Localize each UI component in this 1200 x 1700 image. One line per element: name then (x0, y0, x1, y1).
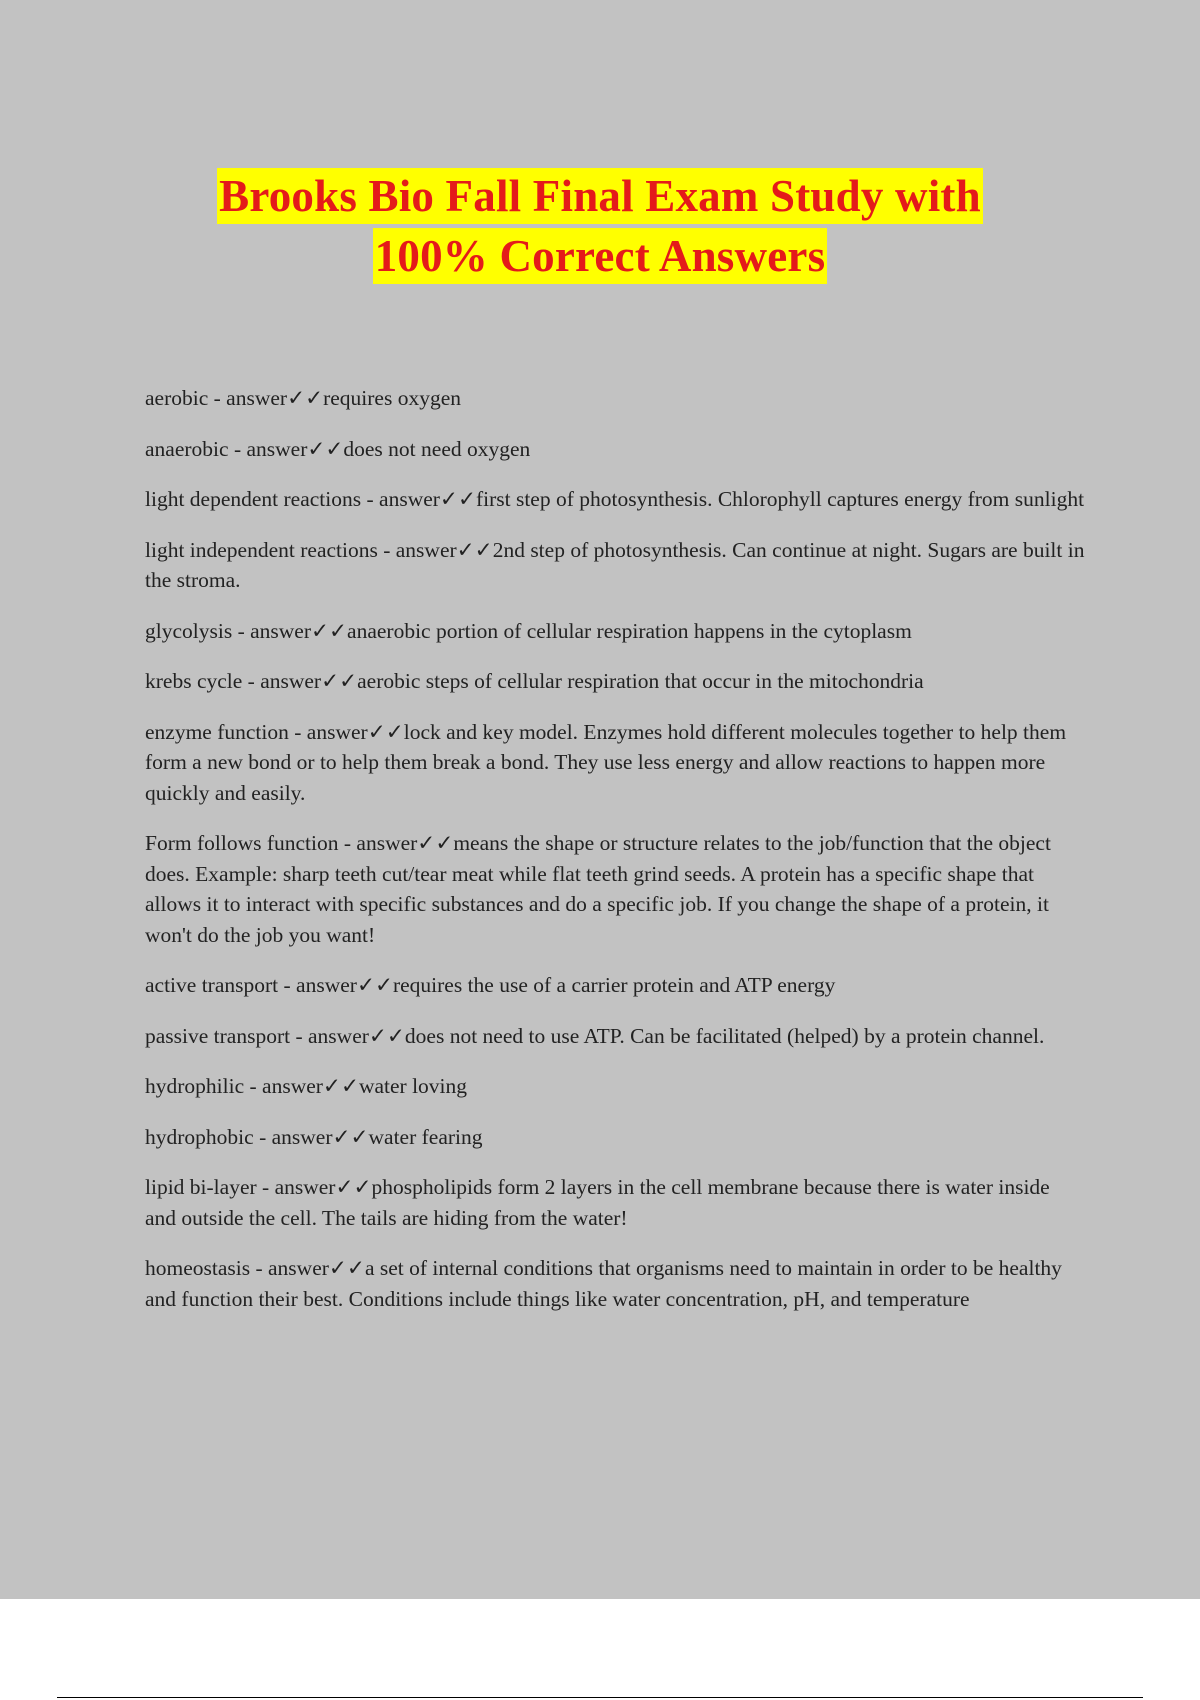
footer-divider (57, 1697, 1143, 1698)
answer-marker: - answer✓✓ (242, 669, 358, 693)
list-item (145, 666, 1085, 697)
entry-answer: 2nd step of photosynthesis. Can continue at night. Sugars are built in the stroma. (145, 537, 1085, 592)
flashcard-list (145, 383, 1085, 1334)
list-item (145, 484, 1085, 515)
entry-term: hydrophobic (145, 1124, 254, 1149)
answer-marker: - answer✓✓ (290, 1023, 405, 1048)
list-item (145, 1172, 1085, 1233)
entry-answer: requires the use of a carrier protein and ATP energy (392, 973, 836, 997)
entry-answer: water loving (358, 1074, 468, 1098)
list-item (145, 535, 1085, 596)
entry-term: aerobic (145, 386, 209, 410)
answer-marker: - answer✓✓ (361, 487, 476, 511)
answer-marker: - answer✓✓ (256, 1175, 372, 1199)
entry-answer: means the shape or structure relates to the job/function that the object does. Example: sharp teeth cut/tear meat while flat teeth grind seeds. A protein has a specific shape that allows it to interact with specific substances and do a specific job. If you change the shape of a protein, it won't do the job you want! (145, 831, 1051, 947)
entry-answer: lock and key model. Enzymes hold different molecules together to help them form a new bond or to help them break a bond. They use less energy and allow reactions to happen more quickly and easily. (145, 719, 1067, 805)
answer-marker: - answer✓✓ (228, 436, 344, 461)
list-item (145, 828, 1085, 950)
entry-answer: does not need oxygen (343, 436, 531, 461)
entry-answer: first step of photosynthesis. Chlorophyll captures energy from sunlight (475, 487, 1085, 511)
entry-term: light dependent reactions (145, 487, 362, 511)
entry-term: light independent reactions (145, 537, 378, 562)
answer-marker: - answer✓✓ (232, 618, 348, 643)
list-item (145, 383, 1085, 414)
answer-marker: - answer✓✓ (278, 973, 393, 997)
list-item (145, 717, 1085, 809)
list-item (145, 1122, 1085, 1153)
entry-answer: anaerobic portion of cellular respiration happens in the cytoplasm (347, 618, 912, 643)
entry-term: hydrophilic (145, 1074, 245, 1098)
list-item (145, 616, 1085, 647)
entry-term: Form follows function (145, 831, 339, 855)
title-line-2: 100% Correct Answers (373, 228, 828, 284)
list-item (145, 1021, 1085, 1052)
entry-term: glycolysis (145, 618, 233, 643)
title-line-1: Brooks Bio Fall Final Exam Study with (217, 168, 983, 224)
list-item (145, 1253, 1085, 1314)
answer-marker: - answer✓✓ (250, 1256, 365, 1280)
entry-term: active transport (145, 973, 279, 997)
list-item (145, 434, 1085, 465)
answer-marker: - answer✓✓ (288, 719, 404, 744)
entry-answer: a set of internal conditions that organisms need to maintain in order to be healthy and function their best. Conditions include things like water concentration, pH, and temperature (145, 1256, 1062, 1311)
entry-term: passive transport (145, 1023, 291, 1048)
entry-term: homeostasis (145, 1256, 251, 1280)
page-title (0, 168, 1200, 288)
entry-term: lipid bi-layer (145, 1175, 257, 1199)
entry-answer: does not need to use ATP. Can be facilitated (helped) by a protein channel. (404, 1023, 1045, 1048)
answer-marker: - answer✓✓ (377, 537, 493, 562)
entry-term: anaerobic (145, 436, 229, 461)
entry-term: enzyme function (145, 719, 289, 744)
answer-marker: - answer✓✓ (338, 831, 454, 855)
list-item (145, 1071, 1085, 1102)
entry-answer: phospholipids form 2 layers in the cell membrane because there is water inside and outside the cell. The tails are hiding from the water! (145, 1175, 1050, 1230)
entry-answer: water fearing (368, 1124, 483, 1149)
entry-term: krebs cycle (145, 669, 243, 693)
answer-marker: - answer✓✓ (253, 1124, 369, 1149)
answer-marker: - answer✓✓ (244, 1074, 359, 1098)
entry-answer: requires oxygen (323, 386, 462, 410)
entry-answer: aerobic steps of cellular respiration that occur in the mitochondria (357, 669, 924, 693)
answer-marker: - answer✓✓ (208, 386, 324, 410)
list-item (145, 970, 1085, 1001)
